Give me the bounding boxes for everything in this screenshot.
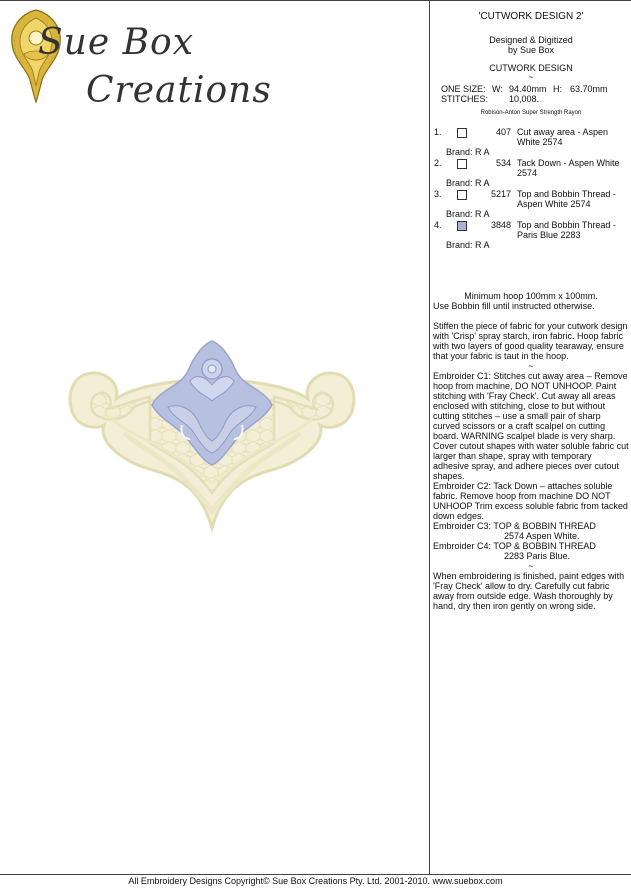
thread-description: Top and Bobbin Thread - Aspen White 2574 [517,189,616,209]
thread-row [433,127,629,157]
stitches-value: 10,008. [509,94,540,104]
thread-swatch [457,128,467,138]
thread-swatch [457,221,467,231]
thread-row [433,189,629,219]
instructions [433,291,629,611]
thread-description: Tack Down - Aspen White 2574 [517,158,620,178]
designed-label: Designed & Digitized [489,35,573,45]
stitch-count: 3848 [490,220,511,230]
top-border [0,0,631,1]
thread-row [433,220,629,250]
height-value: 63.70mm [570,84,608,94]
copyright-footer: All Embroidery Designs Copyright© Sue Box Creations Pty. Ltd. 2001-2010. www.suebox.com [128,876,503,886]
embroider-c4-color: 2283 Paris Blue. [504,551,571,561]
design-subtitle: CUTWORK DESIGN [489,63,573,73]
embroider-c3: Embroider C3: TOP & BOBBIN THREAD [433,521,596,531]
logo-text-line1: Sue Box [38,22,195,63]
thread-number: 3. [434,189,442,199]
embroider-c4: Embroider C4: TOP & BOBBIN THREAD [433,541,596,551]
thread-type: Robison-Anton Super Strength Rayon [480,110,582,116]
thread-description: Top and Bobbin Thread - Paris Blue 2283 [517,220,616,240]
logo-text-line2: Creations [86,70,272,111]
thread-brand: Brand: R A [446,240,490,250]
thread-description: Cut away area - Aspen White 2574 [517,127,609,147]
width-label: W: [492,84,503,94]
embroider-c1: Embroider C1: Stitches cut away area – Remove hoop from machine, DO NOT UNHOOP. Paint stitching with 'Fray Check'. Cut away all areas enclosed with stitching, close to but without cutting stitches – use a small pair of sharp curved scissors or a craft scalpel on cutting board. WARNING scalpel blade is very sharp. Cover cutout shapes with water soluble fabric cut larger than shape, spray with temporary adhesive spray, and adhere pieces over cutout shapes. [433,371,629,481]
thread-swatch [457,190,467,200]
thread-number: 4. [434,220,442,230]
thread-number: 2. [434,158,442,168]
finish-step: When embroidering is finished, paint edges with 'Fray Check' allow to dry. Carefully cut fabric away from outside edge. Wash thoroughly by hand, dry then iron gently on wrong side. [433,571,625,611]
bobbin-note: Use Bobbin fill until instructed otherwise. [433,301,595,311]
thread-brand: Brand: R A [446,209,490,219]
hoop-size: Minimum hoop 100mm x 100mm. [464,291,598,301]
thread-swatch [457,159,467,169]
divider-tilde: ~ [528,72,534,82]
size-label: ONE SIZE: [441,84,486,94]
stitches-label: STITCHES: [441,94,489,104]
width-value: 94.40mm [509,84,547,94]
embroider-c3-color: 2574 Aspen White. [504,531,580,541]
divider-tilde: ~ [528,361,534,371]
stitch-count: 407 [495,127,511,137]
thread-number: 1. [434,127,442,137]
footer-divider [0,874,631,875]
designer-byline: by Sue Box [507,45,555,55]
cutwork-embroidery-motif-icon [64,333,360,533]
column-divider [429,0,430,874]
height-label: H: [553,84,562,94]
thread-brand: Brand: R A [446,178,490,188]
thread-brand: Brand: R A [446,147,490,157]
stitch-count: 5217 [490,189,511,199]
design-title: 'CUTWORK DESIGN 2' [478,11,584,22]
stiffen-step: Stiffen the piece of fabric for your cutwork design with 'Crisp' spray starch, iron fabric. Hoop fabric with two layers of good quality tearaway, ensure that your fabric is taut in the hoop. [433,321,628,361]
thread-row [433,158,629,188]
stitch-count: 534 [495,158,511,168]
embroider-c2: Embroider C2: Tack Down – attaches soluble fabric. Remove hoop from machine DO NOT UNHOOP Trim excess soluble fabric from tacked down edges. [433,481,628,521]
divider-tilde: ~ [528,561,534,571]
